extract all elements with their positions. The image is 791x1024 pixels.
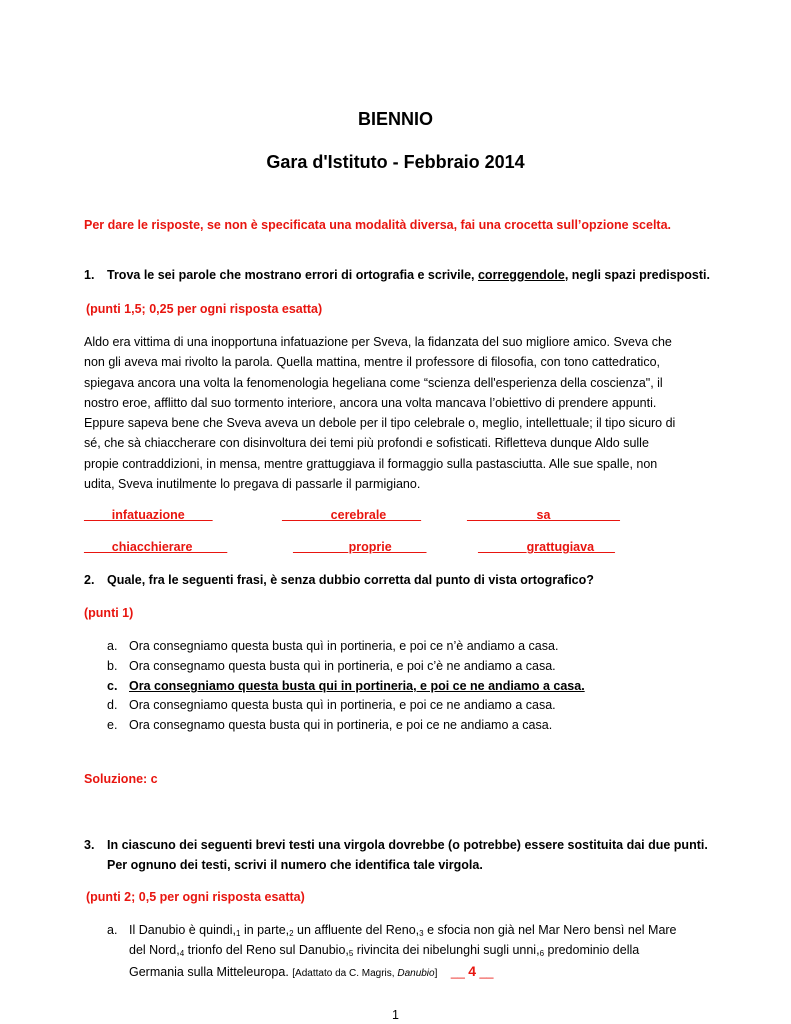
answer-field-2[interactable]: _______cerebrale_____ <box>282 508 422 522</box>
text-segment: e sfocia non già nel Mar Nero bensì nel Mare <box>423 923 677 937</box>
q3-text-line1: In ciascuno dei seguenti brevi testi una virgola dovrebbe (o potrebbe) essere sostituita dai due punti. <box>107 838 708 852</box>
text-segment: predominio della <box>544 943 640 957</box>
passage-line: sé, che sà chiaccherare con disinvoltura dei temi più profondi e sofisticati. Rifletteva dunque Aldo sulle <box>84 436 649 451</box>
q3-number: 3. <box>84 838 95 852</box>
source-title: Danubio <box>397 968 435 979</box>
answer-field-3[interactable]: __________sa__________ <box>467 508 620 522</box>
text-segment: trionfo del Reno sul Danubio, <box>184 943 349 957</box>
q3-item-a-label: a. <box>107 923 118 937</box>
answer-blank: __ <box>476 965 494 979</box>
option-text: Ora consegnamo questa busta qui in portineria, e poi ce ne andiamo a casa. <box>129 718 553 732</box>
option-label: e. <box>107 718 118 732</box>
option-label: a. <box>107 639 118 653</box>
q3-item-a-line2 <box>129 943 639 958</box>
page-number: 1 <box>392 1008 399 1022</box>
q3-item-a-line3 <box>129 963 493 979</box>
option-label: d. <box>107 698 118 712</box>
q2-solution: Soluzione: c <box>84 772 158 786</box>
q3-points: (punti 2; 0,5 per ogni risposta esatta) <box>86 890 305 904</box>
comma-number: 3 <box>419 929 424 938</box>
q3-item-a-answer[interactable] <box>451 965 494 979</box>
comma-number: 5 <box>348 949 354 958</box>
comma-number: 6 <box>539 949 545 958</box>
q1-number: 1. <box>84 268 95 282</box>
option-text: Ora consegniamo questa busta qui in portineria, e poi ce ne andiamo a casa. <box>129 679 585 693</box>
page-subtitle: Gara d'Istituto - Febbraio 2014 <box>266 152 525 172</box>
instructions: Per dare le risposte, se non è specificata una modalità diversa, fai una crocetta sull’opzione scelta. <box>84 218 672 232</box>
source-suffix: ] <box>434 968 438 979</box>
passage-line: non gli aveva mai rivolto la parola. Quella mattina, mentre il professore di filosofia, con tono cattedratico, <box>84 355 660 370</box>
text-segment: Il Danubio è quindi, <box>129 923 237 937</box>
q3-item-a-line1 <box>129 923 677 938</box>
source-prefix: [Adattato da C. Magris, <box>292 968 398 979</box>
q2-number: 2. <box>84 573 95 587</box>
q1-text-before: Trova le sei parole che mostrano errori di ortografia e scrivile, <box>107 268 478 282</box>
answer-field-4[interactable]: ____chiacchierare_____ <box>84 540 228 554</box>
q2-option-b[interactable] <box>107 659 556 673</box>
q2-text: Quale, fra le seguenti frasi, è senza dubbio corretta dal punto di vista ortografico? <box>107 573 594 587</box>
text-segment: del Nord, <box>129 943 180 957</box>
q1-points: (punti 1,5; 0,25 per ogni risposta esatta) <box>86 302 323 316</box>
answer-field-1[interactable]: ____infatuazione____ <box>84 508 213 522</box>
text-segment: un affluente del Reno, <box>293 923 420 937</box>
answer-value: 4 <box>468 963 477 979</box>
comma-number: 1 <box>236 929 241 938</box>
passage-line: propie contraddizioni, in mensa, mentre grattuggiava il formaggio sulla pastasciutta. Alle sue spalle, non <box>84 456 658 471</box>
comma-number: 4 <box>179 949 185 958</box>
comma-number: 2 <box>289 929 294 938</box>
option-text: Ora consegnamo questa busta quì in portineria, e poi c’è ne andiamo a casa. <box>129 659 556 673</box>
q2-points: (punti 1) <box>84 606 134 620</box>
text-segment: Germania sulla Mitteleuropa. <box>129 965 293 979</box>
q1-passage <box>84 332 708 494</box>
page-title: BIENNIO <box>357 109 433 129</box>
answer-field-6[interactable]: _______grattugiava___ <box>478 540 615 554</box>
text-segment: in parte, <box>240 923 290 937</box>
q2-option-d[interactable] <box>107 698 556 712</box>
answer-blank: __ <box>450 965 469 979</box>
option-label: c. <box>107 679 118 693</box>
q2-option-c[interactable] <box>107 679 585 693</box>
passage-line: udita, Sveva inutilmente lo pregava di passarle il parmigiano. <box>84 477 421 492</box>
passage-line: spiegava ancora una volta la fenomenologia hegeliana come “scienza dell'esperienza della coscienza", il <box>84 375 663 390</box>
option-text: Ora consegniamo questa busta quì in portineria, e poi ce n’è andiamo a casa. <box>129 639 559 653</box>
passage-line: Eppure sapeva bene che Sveva aveva un debole per il tipo celebrale o, meglio, intellettuale; il tipo sicuro di <box>84 416 676 431</box>
q2-option-e[interactable] <box>107 718 552 732</box>
q1-text <box>107 268 710 282</box>
q1-text-underlined: correggendole <box>477 268 565 282</box>
answer-field-5[interactable]: ________proprie_____ <box>293 540 427 554</box>
text-segment: rivincita dei nibelunghi sugli unni, <box>353 943 540 957</box>
option-text: Ora consegniamo questa busta quì in portineria, e poi ce ne andiamo a casa. <box>129 698 556 712</box>
q1-text-after: , negli spazi predisposti. <box>564 268 710 282</box>
source-citation <box>292 968 437 979</box>
q2-option-a[interactable] <box>107 639 558 653</box>
passage-line: Aldo era vittima di una inopportuna infatuazione per Sveva, la fidanzata del suo migliore amico. Sveva che <box>84 335 672 349</box>
passage-line: nostro eroe, afflitto dal suo tormento interiore, ancora una volta mancava l’obiettivo di prendere appunti. <box>84 395 657 410</box>
q3-text-line2: Per ognuno dei testi, scrivi il numero che identifica tale virgola. <box>107 858 483 872</box>
option-label: b. <box>107 659 118 673</box>
